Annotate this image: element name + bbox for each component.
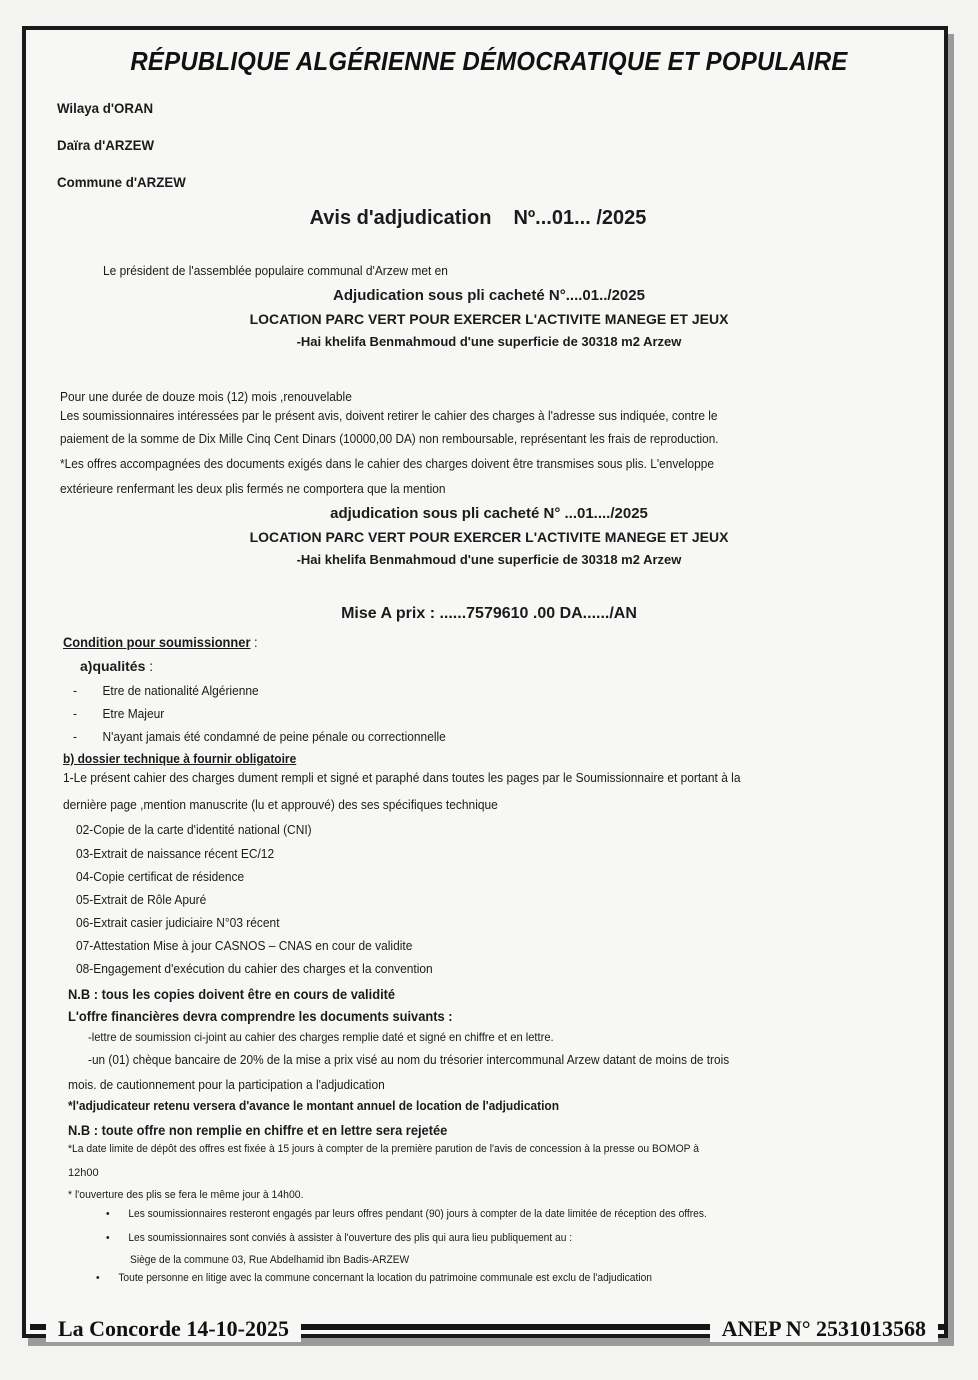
location-address: -Hai khelifa Benmahmoud d'une superficie de 30318 m2 Arzew (296, 334, 682, 349)
dossier-item: 03-Extrait de naissance récent EC/12 (76, 846, 275, 861)
wilaya-label: Wilaya d'ORAN (57, 100, 154, 116)
mise-a-prix: Mise A prix : ......7579610 .00 DA....../AN (341, 605, 637, 622)
bullet-item: • Les soumissionnaires resteront engagés par leurs offres pendant (90) jours à compter de la date limitée de réception des offres. (106, 1208, 707, 1220)
avis-title (0, 207, 978, 230)
dossier-item: 04-Copie certificat de résidence (76, 869, 245, 884)
list-item: - N'ayant jamais été condamné de peine pénale ou correctionnelle (73, 729, 446, 744)
adjudication-ref: Adjudication sous pli cacheté N°....01../2025 (333, 287, 645, 304)
footer-newspaper-date: La Concorde 14-10-2025 (46, 1316, 301, 1342)
duration-text: Pour une durée de douze mois (12) mois ,renouvelable (60, 389, 352, 404)
daira-label: Daïra d'ARZEW (57, 137, 155, 153)
location-object: LOCATION PARC VERT POUR EXERCER L'ACTIVITE MANEGE ET JEUX (249, 311, 729, 327)
nb-rejection: N.B : toute offre non remplie en chiffre et en lettre sera rejetée (68, 1122, 448, 1138)
dossier-item: 02-Copie de la carte d'identité national (CNI) (76, 822, 312, 837)
bullet-item: • Les soumissionnaires sont conviés à assister à l'ouverture des plis qui aura lieu publiquement au : (106, 1232, 573, 1244)
paragraph-line: extérieure renfermant les deux plis fermés ne comportera que la mention (60, 481, 446, 496)
nb-validity: N.B : tous les copies doivent être en cours de validité (68, 986, 396, 1002)
list-item: - Etre Majeur (73, 706, 165, 721)
paragraph-line: Les soumissionnaires intéressées par le présent avis, doivent retirer le cahier des charges à l'adresse sus indiquée, contre le (60, 408, 718, 423)
conditions-heading-text: Condition pour soumissionner (63, 634, 251, 650)
offer-item: -lettre de soumission ci-joint au cahier des charges remplie daté et signé en chiffre et en lettre. (88, 1030, 554, 1044)
adjudicateur-note: *l'adjudicateur retenu versera d'avance le montant annuel de location de l'adjudication (68, 1098, 560, 1113)
qualites-text: a)qualités (80, 658, 146, 674)
dossier-item: 07-Attestation Mise à jour CASNOS – CNAS en cour de validite (76, 938, 413, 953)
commune-label: Commune d'ARZEW (57, 174, 186, 190)
mention-object: LOCATION PARC VERT POUR EXERCER L'ACTIVITE MANEGE ET JEUX (249, 529, 729, 545)
dossier-item: 05-Extrait de Rôle Apuré (76, 892, 207, 907)
dossier-heading: b) dossier technique à fournir obligatoire (63, 751, 297, 766)
deadline-note: *La date limite de dépôt des offres est fixée à 15 jours à compter de la première parution de l'avis de concession à la presse ou BOMOP à (68, 1143, 699, 1155)
siege-address: Siège de la commune 03, Rue Abdelhamid ibn Badis-ARZEW (130, 1254, 410, 1266)
opening-note: * l'ouverture des plis se fera le même jour à 14h00. (68, 1189, 304, 1201)
qualites-heading: a)qualités : (80, 658, 154, 674)
footer-anep-number: ANEP N° 2531013568 (710, 1316, 938, 1342)
dossier-line: dernière page ,mention manuscrite (lu et approuvé) des ses spécifiques technique (63, 797, 498, 812)
offer-item: mois. de cautionnement pour la participation a l'adjudication (68, 1077, 385, 1092)
list-item: - Etre de nationalité Algérienne (73, 683, 259, 698)
republic-title: RÉPUBLIQUE ALGÉRIENNE DÉMOCRATIQUE ET POPULAIRE (130, 46, 848, 76)
deadline-time: 12h00 (68, 1167, 99, 1179)
mention-address: -Hai khelifa Benmahmoud d'une superficie de 30318 m2 Arzew (296, 552, 682, 567)
intro-line: Le président de l'assemblée populaire communal d'Arzew met en (103, 263, 448, 278)
avis-number: Nº...01... /2025 (513, 207, 647, 229)
paragraph-line: *Les offres accompagnées des documents exigés dans le cahier des charges doivent être transmises sous plis. L'enveloppe (60, 456, 715, 471)
bullet-item: • Toute personne en litige avec la commune concernant la location du patrimoine communale est exclu de l'adjudication (96, 1272, 652, 1284)
paragraph-line: paiement de la somme de Dix Mille Cinq Cent Dinars (10000,00 DA) non remboursable, représentant les frais de reproduction. (60, 431, 719, 446)
dossier-item: 06-Extrait casier judiciaire N°03 récent (76, 915, 280, 930)
offer-heading: L'offre financières devra comprendre les documents suivants : (68, 1008, 453, 1024)
dossier-item: 08-Engagement d'exécution du cahier des charges et la convention (76, 961, 433, 976)
offer-item: -un (01) chèque bancaire de 20% de la mise a prix visé au nom du trésorier intercommunal Arzew datant de moins de trois (88, 1052, 730, 1067)
conditions-heading: Condition pour soumissionner : (63, 634, 258, 650)
avis-label: Avis d'adjudication (309, 207, 492, 229)
mention-ref: adjudication sous pli cacheté N° ...01..../2025 (330, 505, 648, 522)
dossier-line: 1-Le présent cahier des charges dument rempli et signé et paraphé dans toutes les pages par le Soumissionnaire et portant à la (63, 770, 741, 785)
